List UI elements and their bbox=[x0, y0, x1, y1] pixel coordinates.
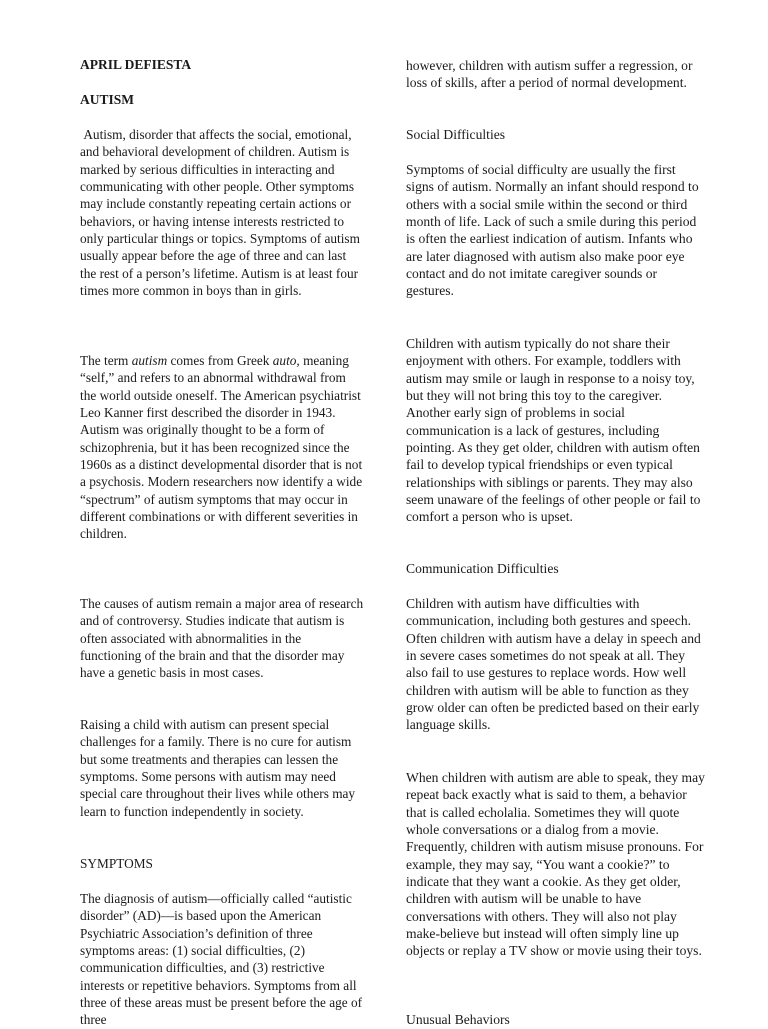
social-difficulties-heading: Social Difficulties bbox=[406, 127, 506, 142]
document-title: AUTISM bbox=[80, 92, 135, 107]
etymology-paragraph bbox=[80, 352, 364, 543]
raising-paragraph: Raising a child with autism can present special challenges for a family. There is no cure for autism but some treatments and therapies can lessen the symptoms. Some persons with autism may need special care throughout their lives while others may learn to function independently in society. bbox=[80, 717, 356, 819]
communication-paragraph-1: Children with autism have difficulties with communication, including both gestures and speech. Often children with autism have a delay in speech and in severe cases sometimes do not speak at all. They also fail to use gestures to replace words. How well children with autism will be able to function as they grow older can often be predicted based on their early language skills. bbox=[406, 596, 701, 733]
intro-paragraph: Autism, disorder that affects the social, emotional, and behavioral development of children. Autism is marked by serious difficulties in interacting and communicating with other people. Other symptoms may include constantly repeating certain actions or behaviors, or having intense interests restricted to only particular things or topics. Symptoms of autism usually appear before the age of three and can last the rest of a person’s lifetime. Autism is at least four times more common in boys than in girls. bbox=[80, 127, 364, 299]
term-auto: auto, bbox=[272, 353, 300, 368]
author-name: APRIL DEFIESTA bbox=[80, 57, 192, 72]
causes-paragraph: The causes of autism remain a major area of research and of controversy. Studies indicate that autism is often associated with abnormalities in the functioning of the brain and that the disorder may have a genetic basis in most cases. bbox=[80, 596, 364, 681]
etymology-text-start: The term bbox=[80, 353, 132, 368]
etymology-text-mid: comes from Greek bbox=[167, 353, 273, 368]
symptoms-heading: SYMPTOMS bbox=[80, 856, 153, 871]
social-paragraph-2: Children with autism typically do not share their enjoyment with others. For example, toddlers with autism may smile or laugh in response to a noisy toy, but they will not bring this toy to the caregiver. Another early sign of problems in social communication is a lack of gestures, including pointing. As they get older, children with autism often fail to develop typical friendships or even typical relationships with siblings or parents. They may also seem unaware of the feelings of other people or fail to comfort a person who is upset. bbox=[406, 336, 701, 525]
communication-paragraph-2: When children with autism are able to speak, they may repeat back exactly what is said to them, a behavior that is called echolalia. Sometimes they will quote whole conversations or a dialog from a movie. Frequently, children with autism misuse pronouns. For example, they may say, “You want a cookie?” to indicate that they want a cookie. As they get older, children with autism will be unable to have conversations with others. They will also not play make-believe but instead will often simply line up objects or replay a TV show or movie using their toys. bbox=[406, 770, 705, 959]
term-autism: autism bbox=[131, 353, 168, 368]
social-paragraph-1: Symptoms of social difficulty are usually the first signs of autism. Normally an infant should respond to others with a social smile within the second or third month of life. Lack of such a smile during this period is often the earliest indication of autism. Infants who are later diagnosed with autism also make poor eye contact and do not imitate caregiver sounds or gestures. bbox=[406, 162, 699, 299]
etymology-text-end: meaning “self,” and refers to an abnormal withdrawal from the world outside oneself. The American psychiatrist Leo Kanner first described the disorder in 1943. Autism was originally thought to be a form of schizophrenia, but it has been recognized since the 1960s as a distinct developmental disorder that is not a psychosis. Modern researchers now identify a wide “spectrum” of autism symptoms that may occur in different combinations or with different severities in children. bbox=[80, 353, 363, 542]
diagnosis-paragraph: The diagnosis of autism—officially called “autistic disorder” (AD)—is based upon the American Psychiatric Association’s definition of three symptoms areas: (1) social difficulties, (2) communication difficulties, and (3) restrictive interests or repetitive behaviors. Symptoms from all three of these areas must be present before the age of three bbox=[80, 891, 363, 1028]
regression-paragraph: however, children with autism suffer a regression, or loss of skills, after a period of normal development. bbox=[406, 58, 693, 91]
unusual-behaviors-heading: Unusual Behaviors bbox=[406, 1012, 510, 1027]
communication-difficulties-heading: Communication Difficulties bbox=[406, 561, 559, 576]
